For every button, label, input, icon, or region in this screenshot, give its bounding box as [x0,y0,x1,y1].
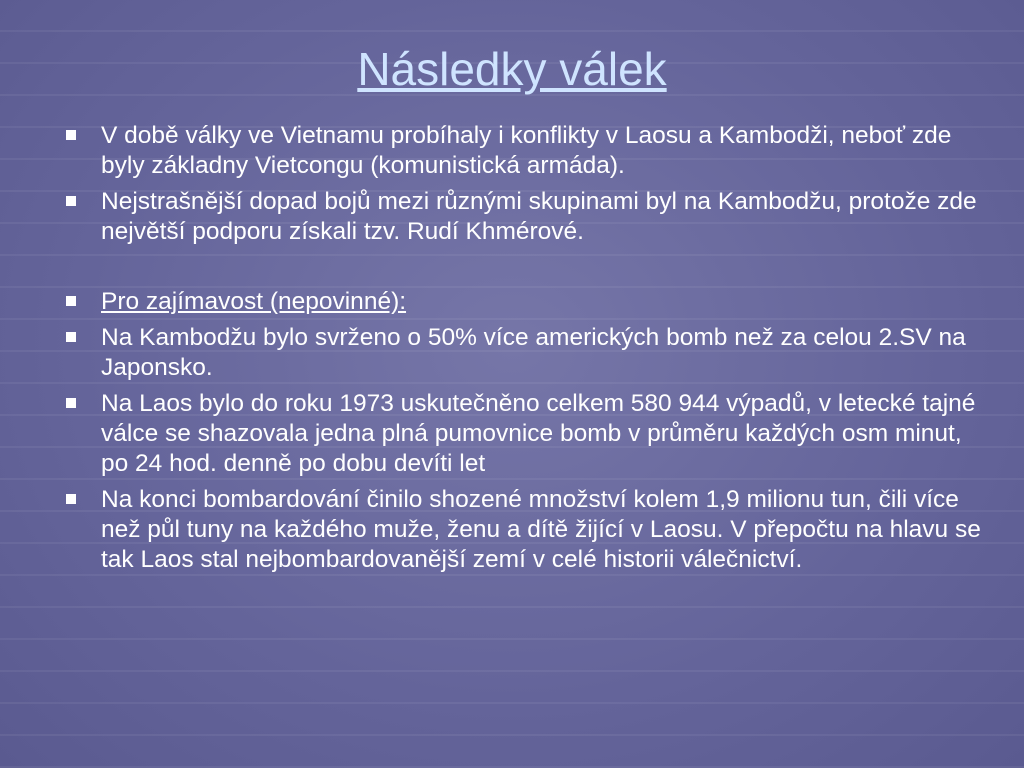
list-item [64,389,984,479]
list-item-text: Na Laos bylo do roku 1973 uskutečněno celkem 580 944 výpadů, v letecké tajné válce se shazovala jedna plná pumovnice bomb v průměru každých osm minut, po 24 hod. denně po dobu devíti let [101,390,976,477]
square-bullet-icon [66,398,76,408]
slide-title: Následky válek [357,43,667,95]
list-item [64,485,984,575]
list-item [64,323,984,383]
list-item-text: Pro zajímavost (nepovinné): [101,288,407,315]
list-item-text: Nejstrašnější dopad bojů mezi různými skupinami byl na Kambodžu, protože zde největší podporu získali tzv. Rudí Khmérové. [101,188,977,245]
list-item [64,187,984,247]
list-item [64,121,984,181]
square-bullet-icon [66,196,76,206]
square-bullet-icon [66,130,76,140]
square-bullet-icon [66,332,76,342]
list-item [64,287,984,317]
slide-body [64,121,984,581]
square-bullet-icon [66,494,76,504]
list-item-text: Na konci bombardování činilo shozené množství kolem 1,9 milionu tun, čili více než půl tuny na každého muže, ženu a dítě žijící v Laosu. V přepočtu na hlavu se tak Laos stal nejbombardovanější zemí v celé historii válečnictví. [101,486,981,573]
list-item-text: Na Kambodžu bylo svrženo o 50% více amerických bomb než za celou 2.SV na Japonsko. [101,324,966,381]
square-bullet-icon [66,296,76,306]
list-item-text: V době války ve Vietnamu probíhaly i konflikty v Laosu a Kambodži, neboť zde byly základny Vietcongu (komunistická armáda). [101,122,952,179]
bullet-list [64,121,984,575]
